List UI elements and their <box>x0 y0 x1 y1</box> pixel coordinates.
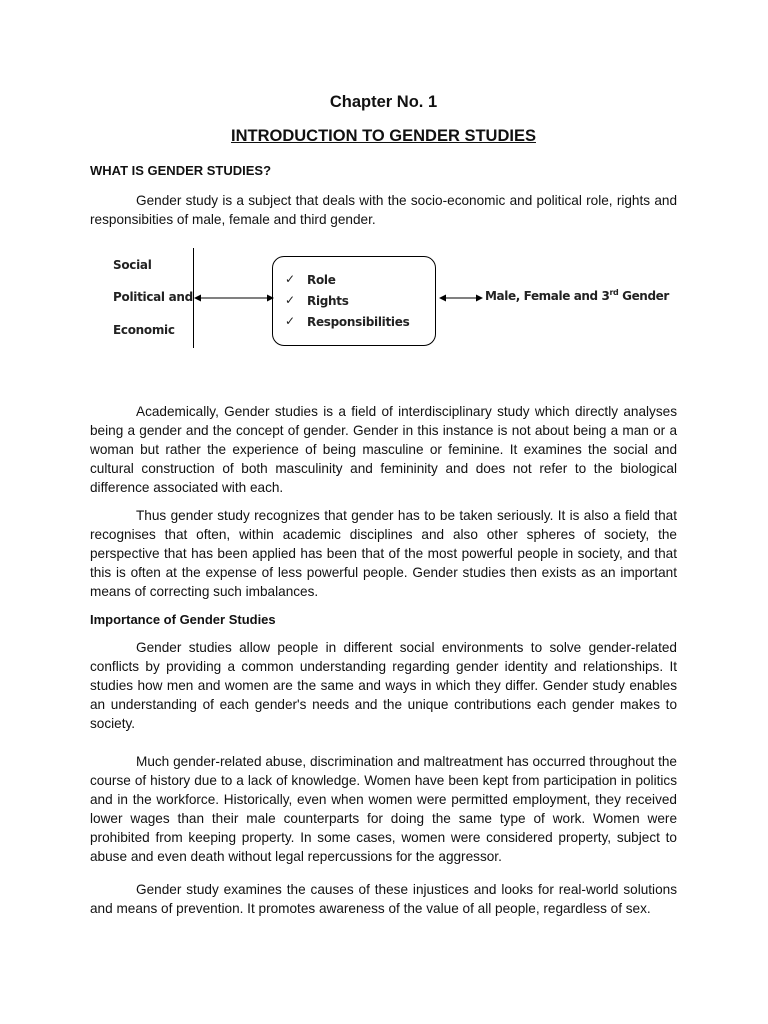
paragraph-examines: Gender study examines the causes of these injustices and looks for real-world solutions and means of prevention. It promotes awareness of the value of all people, regardless of sex. <box>90 882 677 916</box>
diagram-label-social: Social <box>113 258 152 272</box>
diagram-box <box>272 256 436 346</box>
double-arrow-right <box>439 292 483 304</box>
gender-label-text: Male, Female and 3 <box>485 289 610 303</box>
section-heading-what-is: WHAT IS GENDER STUDIES? <box>90 163 272 178</box>
paragraph-academically: Academically, Gender studies is a field of interdisciplinary study which directly analyses being a gender and the concept of gender. Gender in this instance is not about being a man or a woman but rather the experience of being masculine or feminine. It examines the social and cultural construction of both masculinity and femininity and does not refer to the biological difference associated with each. <box>90 404 677 495</box>
box-item-label: Role <box>307 273 336 287</box>
checkmark-icon: ✓ <box>285 314 295 328</box>
paragraph-importance: Gender studies allow people in different social environments to solve gender-related conflicts by providing a common understanding regarding gender identity and relationships. It studies how men and women are the same and ways in which they differ. Gender study enables an understanding of each gender's needs and the unique contributions each gender makes to society. <box>90 640 677 731</box>
box-item-label: Responsibilities <box>307 315 410 329</box>
paragraph-abuse: Much gender-related abuse, discrimination and maltreatment has occurred throughout the course of history due to a lack of knowledge. Women have been kept from participation in politics and in the workforce. Historically, even when women were permitted employment, they received lower wages than their male counterparts for doing the same type of work. Women were prohibited from keeping property. In some cases, women were considered property, subject to abuse and even death without legal repercussions for the aggressor. <box>90 754 677 864</box>
section-heading-importance: Importance of Gender Studies <box>90 612 276 627</box>
document-page <box>90 0 677 1024</box>
box-item-rights <box>285 293 349 308</box>
checkmark-icon: ✓ <box>285 272 295 286</box>
chapter-title: Chapter No. 1 <box>329 93 438 111</box>
paragraph-thus: Thus gender study recognizes that gender has to be taken seriously. It is also a field that recognises that often, within academic disciplines and also other spheres of society, the perspective that has been applied has been that of the most powerful people in society, and that this is often at the expense of less powerful people. Gender studies then exists as an important means of correcting such imbalances. <box>90 508 677 599</box>
box-item-responsibilities <box>285 314 410 329</box>
checkmark-icon: ✓ <box>285 293 295 307</box>
diagram-label-economic: Economic <box>113 323 175 337</box>
box-item-label: Rights <box>307 294 349 308</box>
box-item-role <box>285 272 336 287</box>
paragraph-definition: Gender study is a subject that deals with the socio-economic and political role, rights and responsibities of male, female and third gender. <box>90 193 677 227</box>
gender-label-superscript: rd <box>609 288 619 297</box>
gender-studies-diagram <box>90 248 677 352</box>
chapter-heading: INTRODUCTION TO GENDER STUDIES <box>231 127 536 145</box>
diagram-label-genders <box>485 289 669 303</box>
gender-label-suffix: Gender <box>618 289 669 303</box>
double-arrow-left <box>194 292 274 304</box>
diagram-label-political: Political and <box>113 290 193 304</box>
